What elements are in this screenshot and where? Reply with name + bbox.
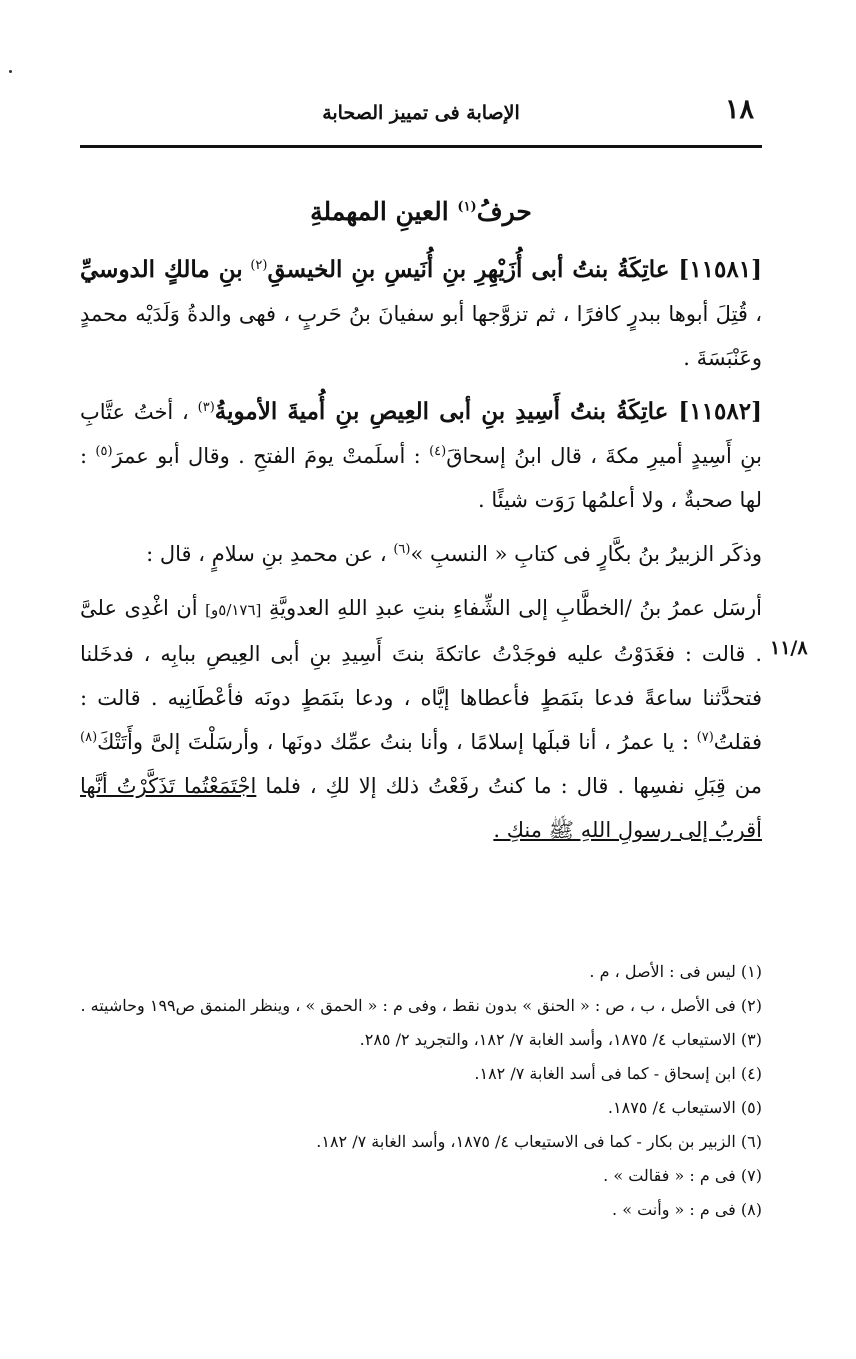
footnote-8: (٨) فى م : « وأنت » .	[612, 1200, 762, 1219]
stray-dot	[9, 70, 12, 73]
header-rule	[80, 145, 762, 148]
footnote-2: (٢) فى الأصل ، ب ، ص : « الحنق » بدون نقط ، وفى م : « الحمق » ، وينظر المنمق ص١٩٩ وحاشيته .	[80, 996, 762, 1015]
quote-text-4: من قِبَلِ نفسِها . قال : ما كنتُ رفَعْتُ ذلك إلا لكِ ، فلما	[265, 774, 762, 798]
entry-11582-body-3: : لها صحبةٌ ، ولا أعلمُها رَوَت شيئًا .	[80, 444, 762, 512]
zubair-paragraph	[80, 532, 762, 576]
entry-11581-head: [١١٥٨١] عاتِكَةُ بنتُ أبى أُزَيْهِرِ بنِ أُنَيسِ بنِ الخيسقِ	[267, 256, 762, 283]
heading-before: حرفُ	[476, 197, 532, 226]
heading-after: العينِ المهملةِ	[310, 197, 449, 226]
footnote-ref-4: (٤)	[429, 444, 447, 459]
footnote-ref-7: (٧)	[696, 730, 714, 745]
entry-11582-head: [١١٥٨٢] عاتِكَةُ بنتُ أَسِيدِ بنِ أبى العِيصِ بنِ أُميةَ الأمويةُ	[214, 398, 762, 425]
narration-quote	[80, 586, 762, 852]
entry-11581-head-cont: بنِ مالكٍ الدوسيِّ	[80, 256, 243, 283]
entry-11582-body-1: ، أختُ عتَّابِ بنِ أَسِيدٍ أميرِ مكةَ ، قال ابنُ إسحاقَ	[80, 400, 762, 468]
quote-text-3: : يا عمرُ ، أنا قبلَها إسلامًا ، وأنا بنتُ عمِّك دونَها ، وأرسَلْتَ إلىَّ وأَتَتْكَ	[97, 730, 690, 754]
footnote-3: (٣) الاستيعاب ٤/ ١٨٧٥، وأسد الغابة ٧/ ١٨٢، والتجريد ٢/ ٢٨٥.	[359, 1030, 762, 1049]
footnote-ref-3: (٣)	[197, 400, 215, 415]
zubair-text-2: ، عن محمدِ بنِ سلامٍ ، قال :	[146, 542, 387, 566]
page-number: ١٨	[724, 94, 754, 125]
footnote-ref-8: (٨)	[80, 730, 98, 745]
quote-underlined-text: اجْتَمَعْتُما تَذَكَّرْتُ أنَّها أقربُ إلى رسولِ اللهِ ﷺ منكِ .	[80, 774, 762, 842]
folio-ref: [٥/١٧٦و]	[205, 601, 262, 619]
footnote-5: (٥) الاستيعاب ٤/ ١٨٧٥.	[607, 1098, 762, 1117]
main-text	[80, 192, 762, 862]
quote-text-2: أن اغْدِى علىَّ . قالت : فغَدَوْتُ عليه فوجَدْتُ عاتكةَ بنتَ أَسِيدِ بنِ أبى العِيصِ ببابِه ، فدخَلنا فتحدَّثنا ساعةً فدعا بنَمَطٍ فأعطاها إيَّاه ، ودعا بنَمَطٍ دونَه فأعْطَانِيه . قالت : فقلتُ	[80, 596, 763, 754]
chapter-heading	[80, 192, 762, 232]
footnote-4: (٤) ابن إسحاق - كما فى أسد الغابة ٧/ ١٨٢.	[474, 1064, 762, 1083]
footnote-6: (٦) الزبير بن بكار - كما فى الاستيعاب ٤/ ١٨٧٥، وأسد الغابة ٧/ ١٨٢.	[316, 1132, 762, 1151]
running-header	[80, 88, 762, 138]
margin-volume-ref: ١١/٨	[770, 637, 808, 659]
entry-11582-body-2: : أسلَمتْ يومَ الفتحِ . وقال أبو عمرَ	[112, 444, 421, 468]
footnote-ref-1: (١)	[457, 199, 477, 215]
zubair-text-1: وذكَر الزبيرُ بنُ بكَّارٍ فى كتابِ « النسبِ »	[410, 542, 762, 566]
footnote-ref-5: (٥)	[95, 444, 113, 459]
footnote-ref-2: (٢)	[250, 258, 268, 273]
entry-11582	[80, 390, 762, 522]
entry-11581-body: ، قُتِلَ أبوها ببدرٍ كافرًا ، ثم تزوَّجها أبو سفيانَ بنُ حَربٍ ، فهى والدةُ وَلَدَيْه محمدٍ وعَنْبَسَةَ .	[80, 302, 762, 370]
footnotes	[80, 955, 762, 1227]
running-title: الإصابة فى تمييز الصحابة	[322, 102, 520, 124]
quote-text-1: أرسَل عمرُ بنُ /الخطَّابِ إلى الشِّفاءِ بنتِ عبدِ اللهِ العدويَّةِ	[268, 596, 762, 620]
footnote-7: (٧) فى م : « فقالت » .	[603, 1166, 762, 1185]
entry-11581	[80, 248, 762, 380]
footnote-ref-6: (٦)	[393, 542, 411, 557]
footnote-1: (١) ليس فى : الأصل ، م .	[589, 962, 762, 981]
